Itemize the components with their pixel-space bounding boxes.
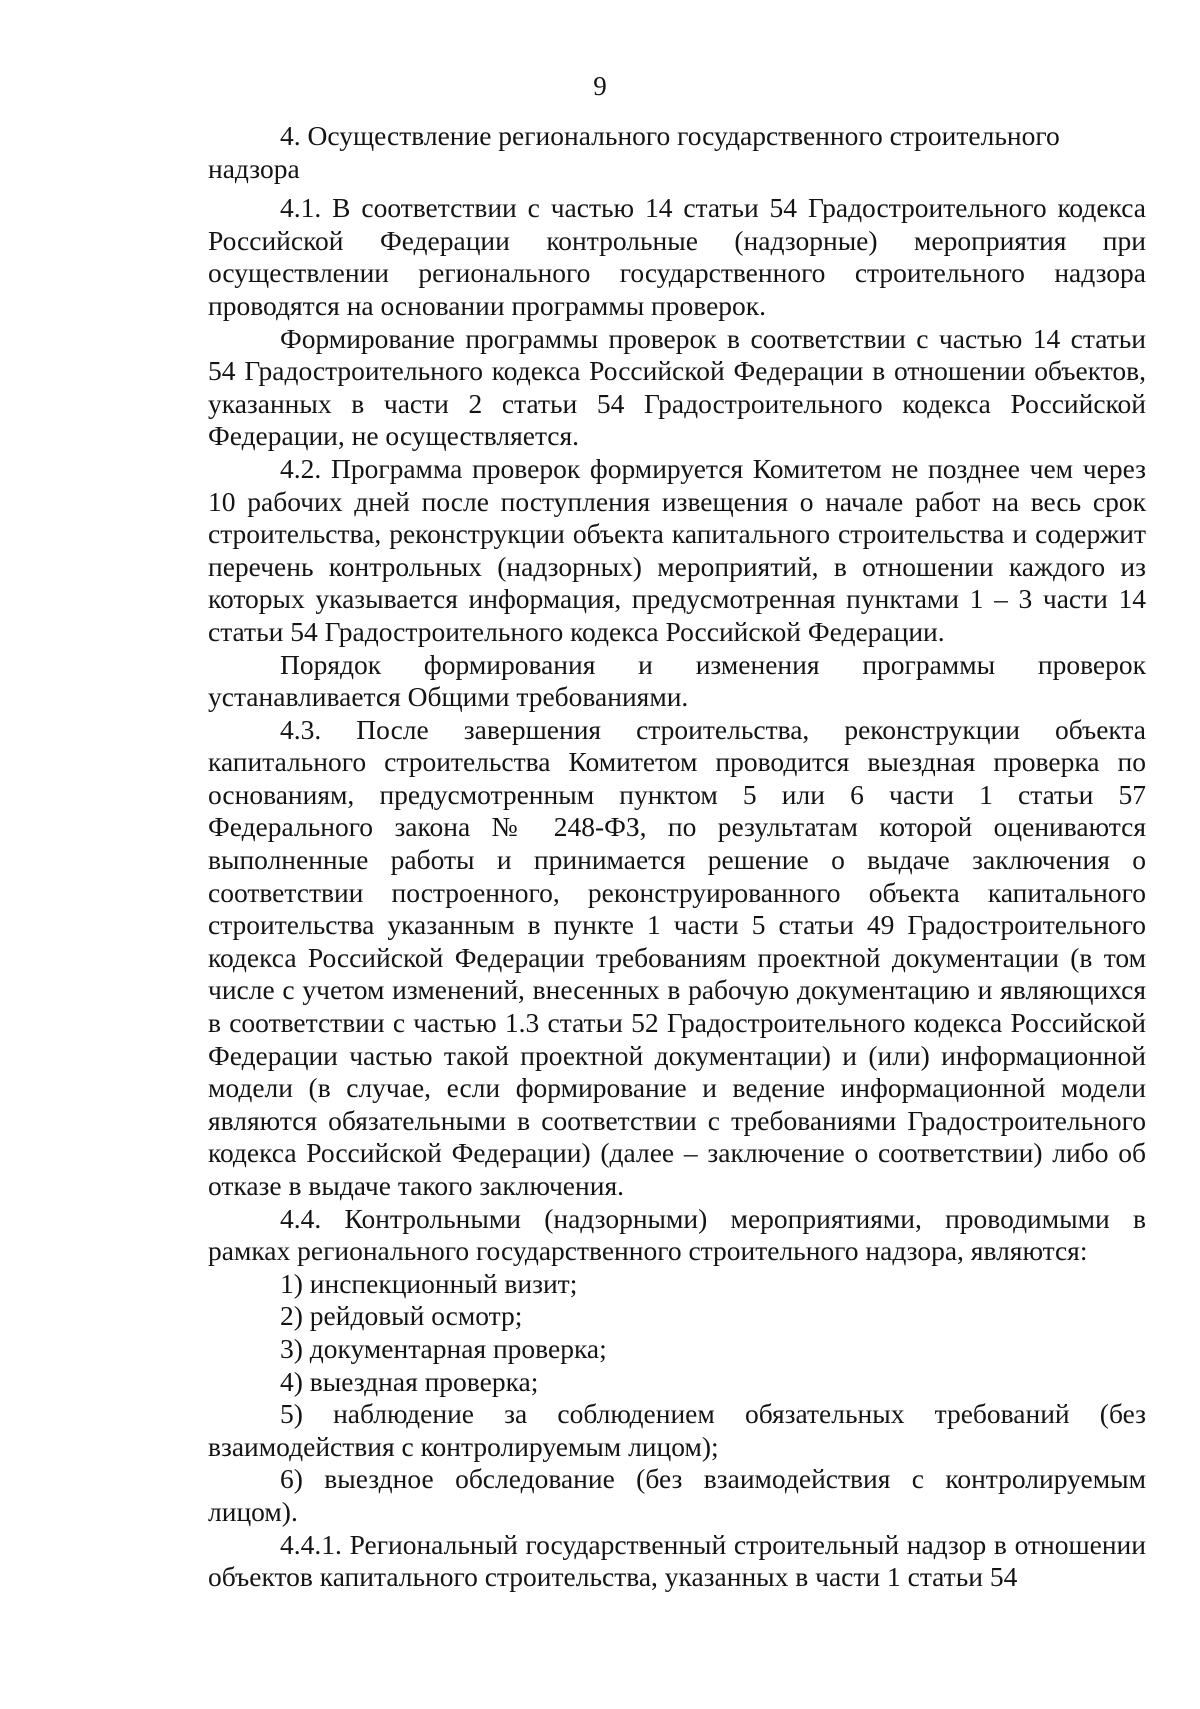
list-item-field-survey: 6) выездное обследование (без взаимодействия с контролируемым лицом). — [208, 1463, 1146, 1527]
page-number: 9 — [593, 71, 607, 101]
paragraph-4-4: 4.4. Контрольными (надзорными) мероприятиями, проводимыми в рамках регионального государственного строительного надзора, являются: — [208, 1202, 1146, 1267]
paragraph-4-1: 4.1. В соответствии с частью 14 статьи 54 Градостроительного кодекса Российской Федерации контрольные (надзорные) мероприятия при осуществлении регионального государственного строительного надзора проводятся на основании программы проверок. — [208, 192, 1146, 321]
paragraph-4-2: 4.2. Программа проверок формируется Комитетом не позднее чем через 10 рабочих дней после поступления извещения о начале работ на весь срок строительства, реконструкции объекта капитального строительства и содержит перечень контрольных (надзорных) мероприятий, в отношении каждого из которых указывается информация, предусмотренная пунктами 1 – 3 части 14 статьи 54 Градостроительного кодекса Российской Федерации. — [208, 452, 1146, 647]
list-item-raid-inspection: 2) рейдовый осмотр; — [280, 1300, 523, 1332]
paragraph-4-2-continued: Порядок формирования и изменения программы проверок устанавливается Общими требованиями. — [208, 648, 1146, 713]
list-item-inspection-visit: 1) инспекционный визит; — [280, 1267, 578, 1299]
list-item-documentary-check: 3) документарная проверка; — [280, 1332, 607, 1364]
section-heading: 4. Осуществление регионального государственного строительного надзора — [208, 120, 1060, 184]
paragraph-4-4-1: 4.4.1. Региональный государственный строительный надзор в отношении объектов капитального строительства, указанных в части 1 статьи 54 — [208, 1528, 1146, 1593]
document-body — [208, 120, 1146, 1594]
paragraph-4-3: 4.3. После завершения строительства, реконструкции объекта капитального строительства Комитетом проводится выездная проверка по основаниям, предусмотренным пунктом 5 или 6 части 1 статьи 57 Федерального закона № 248-ФЗ, по результатам которой оцениваются выполненные работы и принимается решение о выдаче заключения о соответствии построенного, реконструированного объекта капитального строительства указанным в пункте 1 части 5 статьи 49 Градостроительного кодекса Российской Федерации требованиям проектной документации (в том числе с учетом изменений, внесенных в рабочую документацию и являющихся в соответствии с частью 1.3 статьи 52 Градостроительного кодекса Российской Федерации частью такой проектной документации) и (или) информационной модели (в случае, если формирование и ведение информационной модели являются обязательными в соответствии с требованиями Градостроительного кодекса Российской Федерации) (далее – заключение о соответствии) либо об отказе в выдаче такого заключения. — [208, 713, 1146, 1201]
paragraph-4-1-continued: Формирование программы проверок в соответствии с частью 14 статьи 54 Градостроительного кодекса Российской Федерации в отношении объектов, указанных в части 2 статьи 54 Градостроительного кодекса Российской Федерации, не осуществляется. — [208, 322, 1146, 452]
list-item-observation: 5) наблюдение за соблюдением обязательных требований (без взаимодействия с контролируемым лицом); — [208, 1398, 1146, 1462]
list-item-field-check: 4) выездная проверка; — [280, 1365, 539, 1397]
